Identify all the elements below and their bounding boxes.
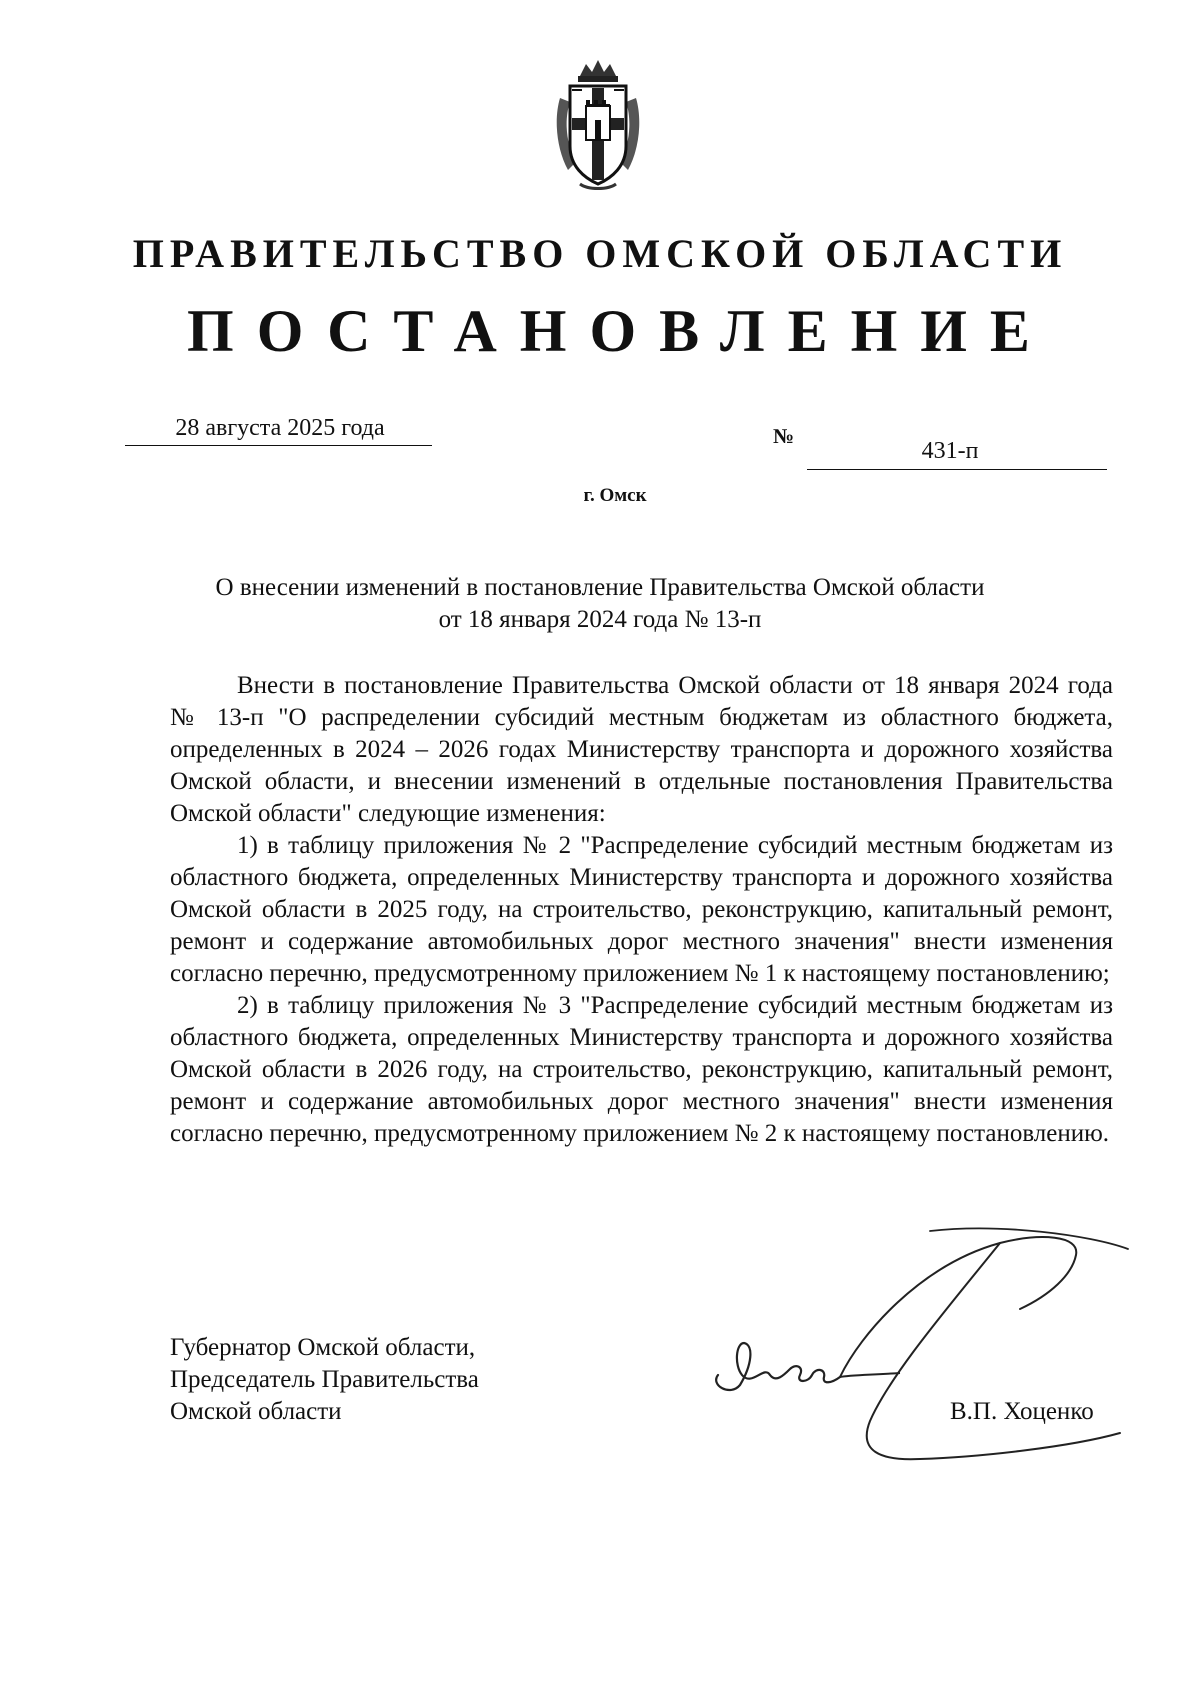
document-subject: [150, 572, 1050, 636]
signer-position-line-3: Омской области: [170, 1398, 342, 1425]
government-title: ПРАВИТЕЛЬСТВО ОМСКОЙ ОБЛАСТИ: [132, 231, 1068, 276]
signer-position-line-2: Председатель Правительства: [170, 1366, 479, 1393]
body-item-1: 1) в таблицу приложения № 2 "Распределение субсидий местным бюджетам из областного бюджета, определенных Министерству транспорта и дорожного хозяйства Омской области в 2025 году, на строительство, реконструкцию, капитальный ремонт, ремонт и содержание автомобильных дорог местного значения" внести изменения согласно перечню, предусмотренному приложением № 1 к настоящему постановлению;: [170, 832, 1113, 987]
document-number: 431-п: [921, 438, 979, 464]
number-sign: №: [773, 424, 795, 448]
document-type-title: ПОСТАНОВЛЕНИЕ: [187, 298, 1053, 364]
signer-position-line-1: Губернатор Омской области,: [170, 1334, 476, 1361]
omsk-region-coat-of-arms-icon: [552, 58, 644, 190]
document-date: 28 августа 2025 года: [175, 415, 385, 441]
subject-line-2: от 18 января 2024 года № 13-п: [438, 606, 762, 633]
date-underline: [125, 445, 432, 446]
handwritten-signature-icon: [700, 1225, 1140, 1475]
city-label: г. Омск: [583, 485, 647, 506]
subject-line-1: О внесении изменений в постановление Правительства Омской области: [215, 574, 985, 601]
signer-name: В.П. Хоценко: [950, 1398, 1094, 1425]
document-body: [170, 670, 1113, 1150]
body-intro-paragraph: Внести в постановление Правительства Омской области от 18 января 2024 года № 13-п "О распределении субсидий местным бюджетам из областного бюджета, определенных в 2024 – 2026 годах Министерству транспорта и дорожного хозяйства Омской области, и внесении изменений в отдельные постановления Правительства Омской области" следующие изменения:: [170, 672, 1113, 827]
signer-position: [170, 1332, 590, 1428]
body-item-2: 2) в таблицу приложения № 3 "Распределение субсидий местным бюджетам из областного бюджета, определенных Министерству транспорта и дорожного хозяйства Омской области в 2026 году, на строительство, реконструкцию, капитальный ремонт, ремонт и содержание автомобильных дорог местного значения" внести изменения согласно перечню, предусмотренному приложением № 2 к настоящему постановлению.: [170, 992, 1113, 1147]
number-underline: [807, 469, 1107, 470]
